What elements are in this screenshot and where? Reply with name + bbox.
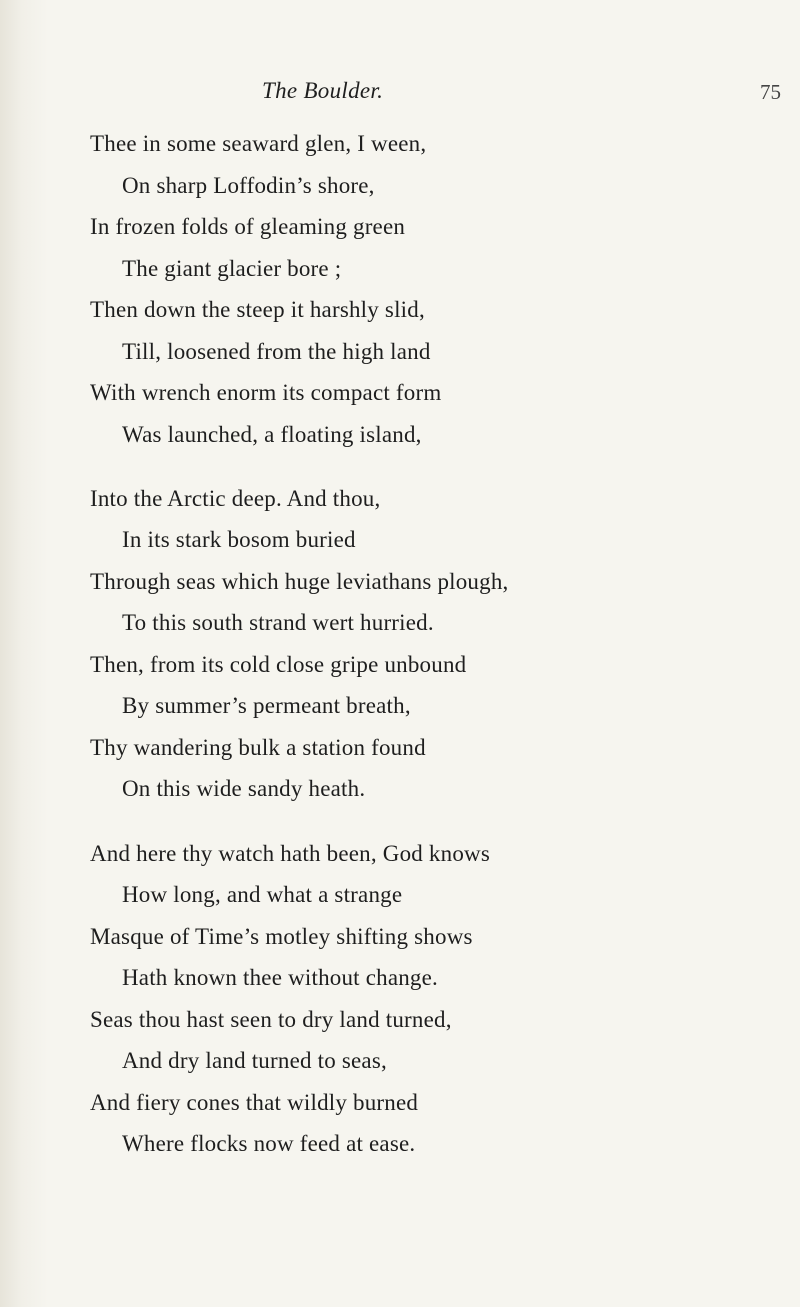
poem-line: Seas thou hast seen to dry land turned, <box>90 1007 452 1032</box>
poem-line: Till, loosened from the high land <box>122 339 431 364</box>
running-head-title: The Boulder. <box>262 78 384 103</box>
poem-line: In its stark bosom buried <box>122 527 356 552</box>
poem-line: Thy wandering bulk a station found <box>90 735 426 760</box>
poem-line: And here thy watch hath been, God knows <box>90 841 490 866</box>
poem-line: Thee in some seaward glen, I ween, <box>90 131 427 156</box>
poem-line: Through seas which huge leviathans plough, <box>90 569 509 594</box>
poem-line: On sharp Loffodin’s shore, <box>122 173 375 198</box>
page-number: 75 <box>760 80 781 104</box>
poem-line: Where flocks now feed at ease. <box>122 1131 416 1156</box>
poem-line: On this wide sandy heath. <box>122 776 366 801</box>
poem-line: How long, and what a strange <box>122 882 403 907</box>
poem-line: Masque of Time’s motley shifting shows <box>90 924 473 949</box>
poem-line: With wrench enorm its compact form <box>90 380 442 405</box>
poem-line: Was launched, a floating island, <box>122 422 422 447</box>
poem-line: And dry land turned to seas, <box>122 1048 387 1073</box>
poem-line: And fiery cones that wildly burned <box>90 1090 419 1115</box>
poem-line: The giant glacier bore ; <box>122 256 342 281</box>
poem-line: Hath known thee without change. <box>122 965 438 990</box>
poem-line: By summer’s permeant breath, <box>122 693 411 718</box>
poem-line: In frozen folds of gleaming green <box>90 214 406 239</box>
running-head <box>0 78 800 108</box>
poem-line: Then down the steep it harshly slid, <box>90 297 425 322</box>
poem-line: To this south strand wert hurried. <box>122 610 434 635</box>
poem-line: Then, from its cold close gripe unbound <box>90 652 467 677</box>
poem-line: Into the Arctic deep. And thou, <box>90 486 381 511</box>
